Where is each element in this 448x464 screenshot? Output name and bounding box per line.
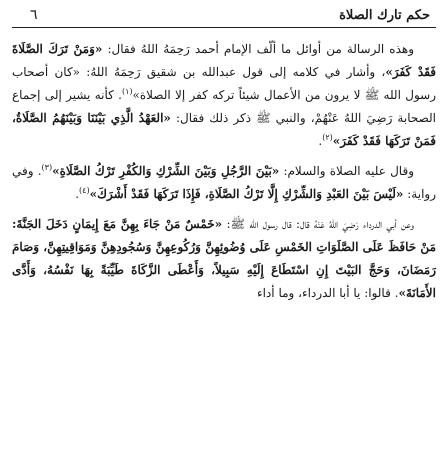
quote: «وَمَنْ تَرَكَ الصَّلَاةَ فَقَدْ كَفَرَ» <box>12 42 437 79</box>
running-title: حكم تارك الصلاة <box>339 7 430 23</box>
page-number: ٦ <box>30 7 38 23</box>
footnote-marker: (٣) <box>41 163 53 172</box>
paragraph-3: وعن أبي الدرداء رَضِيَ اللهُ عَنْهُ قال: قال رسول الله ﷺ: «خَمْسٌ مَنْ جَاءَ بِهِنَّ مَعَ إِيمَانٍ دَخَلَ الجَنَّةَ: مَنْ حَافَظَ عَلَى الصَّلَوَاتِ الخَمْسِ عَلَى وُضُوئِهِنَّ وَرُكُوعِهِنَّ وَسُجُودِهِنَّ وَمَوَاقِيتِهِنَّ، وَصَامَ رَمَضَانَ، وَحَجَّ البَيْتَ إِنِ اسْتَطَاعَ إِلَيْهِ سَبِيلاً، وَأَعْطَى الزَّكَاةَ طَيِّبَةً بِهَا نَفْسُهُ، وَأَدَّى الأَمَانَةَ». قالوا: يا أبا الدرداء، وما أداء <box>12 217 436 300</box>
quote: «خَمْسٌ مَنْ جَاءَ بِهِنَّ مَعَ إِيمَانٍ دَخَلَ الجَنَّةَ: مَنْ حَافَظَ عَلَى الصَّلَوَاتِ الخَمْسِ عَلَى وُضُوئِهِنَّ وَرُكُوعِهِنَّ وَسُجُودِهِنَّ وَمَوَاقِيتِهِنَّ، وَصَامَ رَمَضَانَ، وَحَجَّ البَيْتَ إِنِ اسْتَطَاعَ إِلَيْهِ سَبِيلاً، وَأَعْطَى الزَّكَاةَ طَيِّبَةً بِهَا نَفْسُهُ، وَأَدَّى الأَمَانَةَ» <box>12 217 436 300</box>
quote: «لَيْسَ بَيْنَ العَبْدِ وَالشِّرْكِ إِلَّا تَرْكُ الصَّلَاةِ، فَإِذَا تَرَكَهَا فَقَدْ أَشْرَكَ» <box>89 187 404 201</box>
running-head <box>12 4 436 26</box>
footnote-marker: (٤) <box>79 186 90 195</box>
body-text <box>12 38 436 312</box>
footnote-marker: (٢) <box>322 133 333 142</box>
paragraph-1: وهذه الرسالة من أوائل ما ألّف الإمام أحمد رَحِمَهُ اللهُ فقال: «وَمَنْ تَرَكَ الصَّلَاةَ فَقَدْ كَفَرَ»، وأشار في كلامه إلى قول عبدالله بن شقيق رَحِمَهُ اللهُ: «كان أصحاب رسول الله ﷺ لا يرون من الأعمال شيئاً تركه كفر إلا الصلاة»$^{(١)}$. كأنه يشير إلى إجماع الصحابة رَضِيَ اللهُ عَنْهُمْ، والنبي ﷺ ذكر ذلك فقال: «العَهْدُ الَّذِي بَيْنَنَا وَبَيْنَهُمُ الصَّلَاةُ، فَمَنْ تَرَكَهَا فَقَدْ كَفَرَ»$^{(٢)}$. <box>12 42 437 148</box>
quote: «بَيْنَ الرَّجُلِ وَبَيْنَ الشِّرْكِ وَالكُفْرِ تَرْكُ الصَّلَاةِ» <box>52 164 280 178</box>
footnote-marker: (١) <box>121 87 133 96</box>
header-rule <box>12 27 436 28</box>
quote: «العَهْدُ الَّذِي بَيْنَنَا وَبَيْنَهُمُ الصَّلَاةُ، فَمَنْ تَرَكَهَا فَقَدْ كَفَرَ» <box>12 111 436 148</box>
paragraph-2: وقال عليه الصلاة والسلام: «بَيْنَ الرَّجُلِ وَبَيْنَ الشِّرْكِ وَالكُفْرِ تَرْكُ الصَّلَاةِ»$^{(٣)}$. وفي رواية: «لَيْسَ بَيْنَ العَبْدِ وَالشِّرْكِ إِلَّا تَرْكُ الصَّلَاةِ، فَإِذَا تَرَكَهَا فَقَدْ أَشْرَكَ»$^{(٤)}$. <box>12 163 436 201</box>
